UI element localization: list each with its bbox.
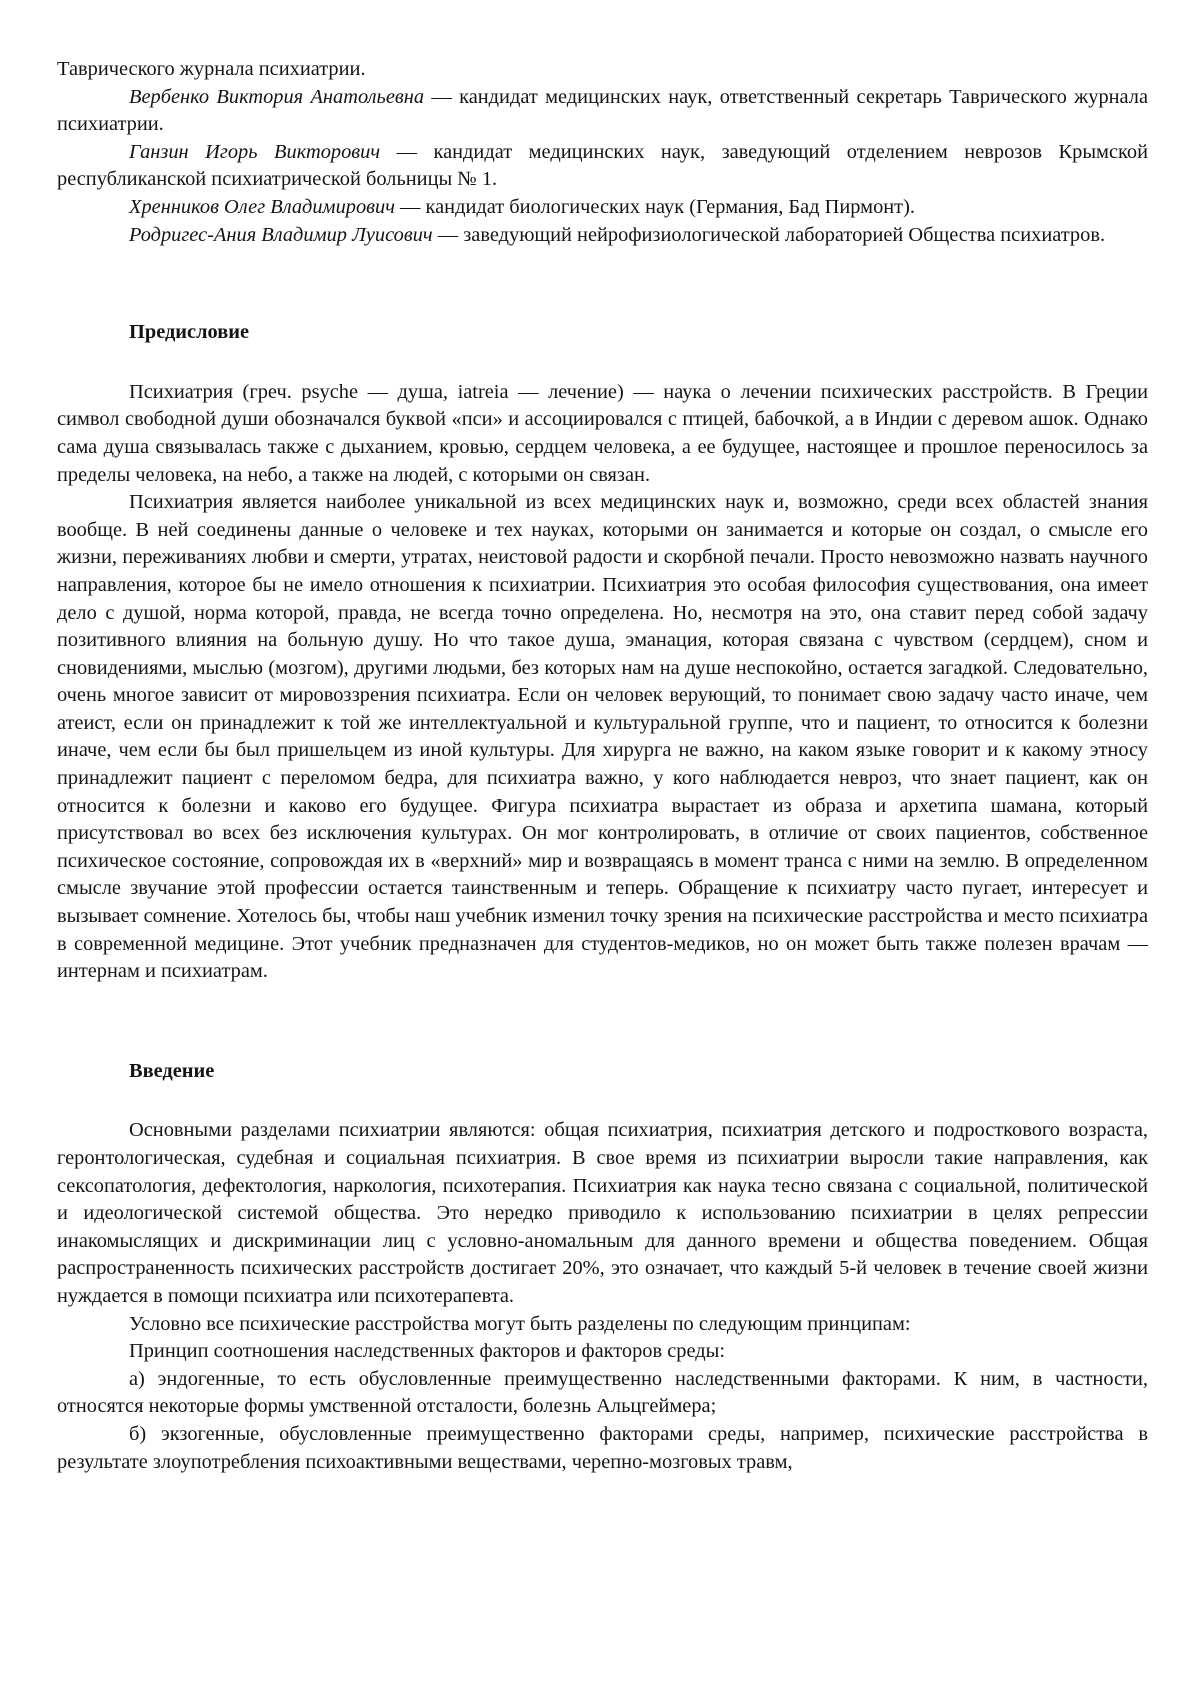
introduction-paragraph: а) эндогенные, то есть обусловленные преимущественно наследственными факторами. К ним, в частности, относятся некоторые формы умственной отсталости, болезнь Альцгеймера; xyxy=(57,1367,1148,1418)
author-desc: Таврического журнала психиатрии. xyxy=(57,58,366,80)
author-entry xyxy=(57,222,1148,250)
introduction-paragraph: Основными разделами психиатрии являются: общая психиатрия, психиатрия детского и подросткового возраста, геронтологическая, судебная и социальная психиатрия. В свое время из психиатрии выросли такие направления, как сексопатология, дефектология, наркология, психотерапия. Психиатрия как наука тесно связана с социальной, политической и идеологической системой общества. Это нередко приводило к использованию психиатрии в целях репрессии инакомыслящих и дискриминации лиц с условно-аномальным для данного времени и общества поведением. Общая распространенность психических расстройств достигает 20%, это означает, что каждый 5-й человек в течение своей жизни нуждается в помощи психиатра или психотерапевта. xyxy=(57,1119,1148,1307)
author-name: Вербенко Виктория Анатольевна xyxy=(129,85,425,108)
section-spacer xyxy=(57,249,1148,319)
section-spacer xyxy=(57,347,1148,379)
author-desc: — кандидат медицинских наук, заведующий отделением неврозов Крымской республиканской психиатрической больницы № 1. xyxy=(57,140,1148,191)
author-entry xyxy=(57,84,1148,139)
section-spacer xyxy=(57,1085,1148,1117)
preface-paragraph: Психиатрия является наиболее уникальной из всех медицинских наук и, возможно, среди всех областей знания вообще. В ней соединены данные о человеке и тех науках, которыми он занимается и которые он создал, о смысле его жизни, переживаниях любви и смерти, утратах, неистовой радости и скорбной печали. Просто невозможно назвать научного направления, которое бы не имело отношения к психиатрии. Психиатрия это особая философия существования, она имеет дело с душой, норма которой, правда, не всегда точно определена. Но, несмотря на это, она ставит перед собой задачу позитивного влияния на больную душу. Но что такое душа, эманация, которая связана с чувством (сердцем), сном и сновидениями, мыслью (мозгом), другими людьми, без которых нам на душе неспокойно, остается загадкой. Следовательно, очень многое зависит от мировоззрения психиатра. Если он человек верующий, то понимает свою задачу часто иначе, чем атеист, если он принадлежит к той же интеллектуальной и культуральной группе, что и пациент, то относится к болезни иначе, чем если бы был пришельцем из иной культуры. Для хирурга не важно, на каком языке говорит и к какому этносу принадлежит пациент с переломом бедра, для психиатра важно, у кого наблюдается невроз, что знает пациент, как он относится к болезни и каково его будущее. Фигура психиатра вырастает из образа и архетипа шамана, который присутствовал во всех без исключения культурах. Он мог контролировать, в отличие от своих пациентов, собственное психическое состояние, сопровождая их в «верхний» мир и возвращаясь в момент транса с ними на землю. В определенном смысле звучание этой профессии остается таинственным и теперь. Обращение к психиатру часто пугает, интересует и вызывает сомнение. Хотелось бы, чтобы наш учебник изменил точку зрения на психические расстройства и место психиатра в современной медицине. Этот учебник предназначен для студентов-медиков, но он может быть также полезен врачам — интернам и психиатрам. xyxy=(57,491,1148,983)
document-page xyxy=(57,56,1148,1476)
introduction-paragraph: Принцип соотношения наследственных факторов и факторов среды: xyxy=(129,1340,725,1363)
introduction-heading: Введение xyxy=(129,1059,215,1082)
author-entry xyxy=(57,56,1148,84)
author-name: Ганзин Игорь Викторович xyxy=(129,140,381,163)
author-entry xyxy=(57,139,1148,194)
author-entry xyxy=(57,194,1148,222)
preface-heading: Предисловие xyxy=(129,321,250,344)
author-desc: — кандидат биологических наук (Германия, Бад Пирмонт). xyxy=(394,195,915,218)
section-spacer xyxy=(57,986,1148,1058)
author-desc: — заведующий нейрофизиологической лабораторией Общества психиатров. xyxy=(432,223,1106,246)
introduction-paragraph: Условно все психические расстройства могут быть разделены по следующим принципам: xyxy=(129,1312,911,1335)
introduction-paragraph: б) экзогенные, обусловленные преимущественно факторами среды, например, психические расстройства в результате злоупотребления психоактивными веществами, черепно-мозговых травм, xyxy=(57,1422,1148,1473)
preface-paragraph: Психиатрия (греч. psyche — душа, iatreia — лечение) — наука о лечении психических расстройств. В Греции символ свободной души обозначался буквой «пси» и ассоциировался с птицей, бабочкой, а в Индии с деревом ашок. Однако сама душа связывалась также с дыханием, кровью, сердцем человека, а ее будущее, настоящее и прошлое переносилось за пределы человека, на небо, а также на людей, с которыми он связан. xyxy=(57,380,1148,486)
author-name: Родригес-Ания Владимир Луисович xyxy=(129,223,433,246)
author-name: Хренников Олег Владимирович xyxy=(129,195,395,218)
author-desc: — кандидат медицинских наук, ответственный секретарь Таврического журнала психиатрии. xyxy=(57,85,1149,136)
